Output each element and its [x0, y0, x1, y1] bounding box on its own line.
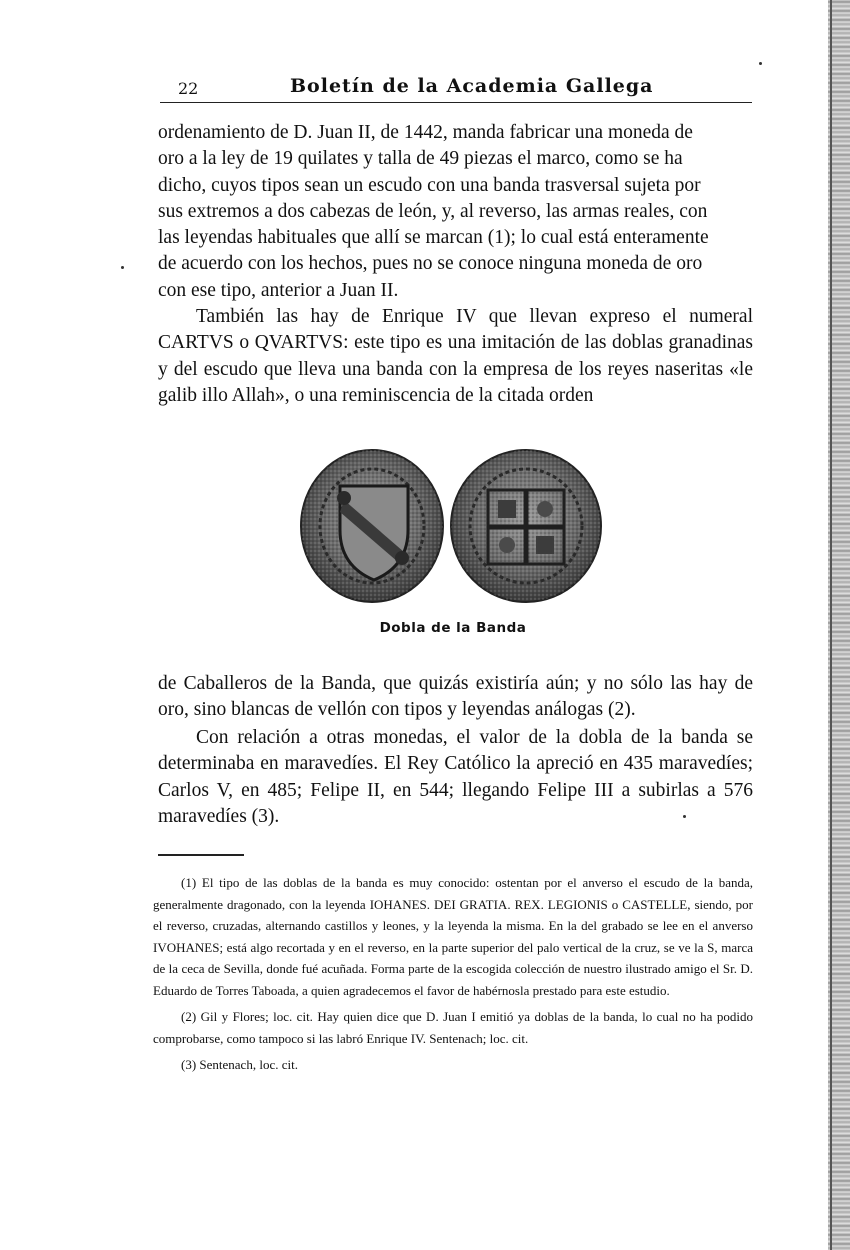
- text-line: de acuerdo con los hechos, pues no se conoce ninguna moneda de oro: [158, 253, 703, 275]
- running-title: Boletín de la Academia Gallega: [290, 75, 654, 97]
- footnote-2: (2) Gil y Flores; loc. cit. Hay quien dice que D. Juan I emitió ya doblas de la banda, lo cual no ha podido comprobarse, como tampoco si las labró Enrique IV. Sentenach; loc. cit.: [153, 1009, 753, 1046]
- page-header: [160, 74, 752, 103]
- scan-speck: [683, 815, 686, 818]
- page-number: 22: [178, 79, 199, 98]
- page-edge-line: [830, 0, 832, 1250]
- text-line: las leyendas habituales que allí se marcan (1); lo cual está enteramente: [158, 227, 709, 249]
- text-line: sus extremos a dos cabezas de león, y, al reverso, las armas reales, con: [158, 200, 708, 222]
- paragraph-1: [158, 120, 753, 304]
- figure-caption: Dobla de la Banda: [379, 620, 527, 636]
- text-line: ordenamiento de D. Juan II, de 1442, manda fabricar una moneda de: [158, 122, 693, 143]
- coin-figure: [300, 448, 600, 608]
- paragraph-4: [158, 725, 753, 830]
- scan-speck: [121, 266, 124, 269]
- dobla-coin-image: [300, 448, 606, 608]
- footnote-3: (3) Sentenach, loc. cit.: [181, 1057, 298, 1072]
- footnote-1: (1) El tipo de las doblas de la banda es muy conocido: ostentan por el anverso el escudo de la banda, generalmente dragonado, con la leyenda IOHANES. DEI GRATIA. REX. LEGIONIS o CASTELLE, siendo, por el reverso, cruzadas, alternando castillos y leones, y la leyenda la misma. En la del grabado se lee en el anverso IVOHANES; está algo recortada y en el reverso, en la parte superior del palo vertical de la cruz, se ve la S, marca de la ceca de Sevilla, donde fué acuñada. Forma parte de la escogida colección de nuestro ilustrado amigo el Sr. D. Eduardo de Torres Taboada, a quien agradecemos el favor de habérnosla prestado para este estudio.: [153, 875, 753, 998]
- paragraph-4-text: Con relación a otras monedas, el valor de la dobla de la banda se determinaba en maravedíes. El Rey Católico la apreció en 435 maravedíes; Carlos V, en 485; Felipe II, en 544; llegando Felipe III a subirlas a 576 maravedíes (3).: [158, 727, 753, 827]
- paragraph-2-text: También las hay de Enrique IV que llevan expreso el numeral CARTVS o QVARTVS: este tipo es una imitación de las doblas granadinas y del escudo que lleva una banda con la empresa de los reyes naseritas «le galib illo Allah», o una reminiscencia de la citada orden: [158, 306, 753, 406]
- text-line: oro a la ley de 19 quilates y talla de 49 piezas el marco, como se ha: [158, 148, 683, 170]
- paragraph-3-text: de Caballeros de la Banda, que quizás existiría aún; y no sólo las hay de oro, sino blancas de vellón con tipos y leyendas análogas (2).: [158, 673, 753, 721]
- coin-obverse: [301, 450, 443, 602]
- footnote-divider: [158, 854, 244, 856]
- footnotes: [153, 872, 753, 1076]
- paragraph-2: [158, 304, 753, 409]
- text-line: con ese tipo, anterior a Juan II.: [158, 279, 399, 301]
- paragraph-3: [158, 671, 753, 724]
- coin-reverse: [451, 450, 601, 602]
- scan-speck: [759, 62, 762, 65]
- text-line: dicho, cuyos tipos sean un escudo con una banda trasversal sujeta por: [158, 174, 701, 196]
